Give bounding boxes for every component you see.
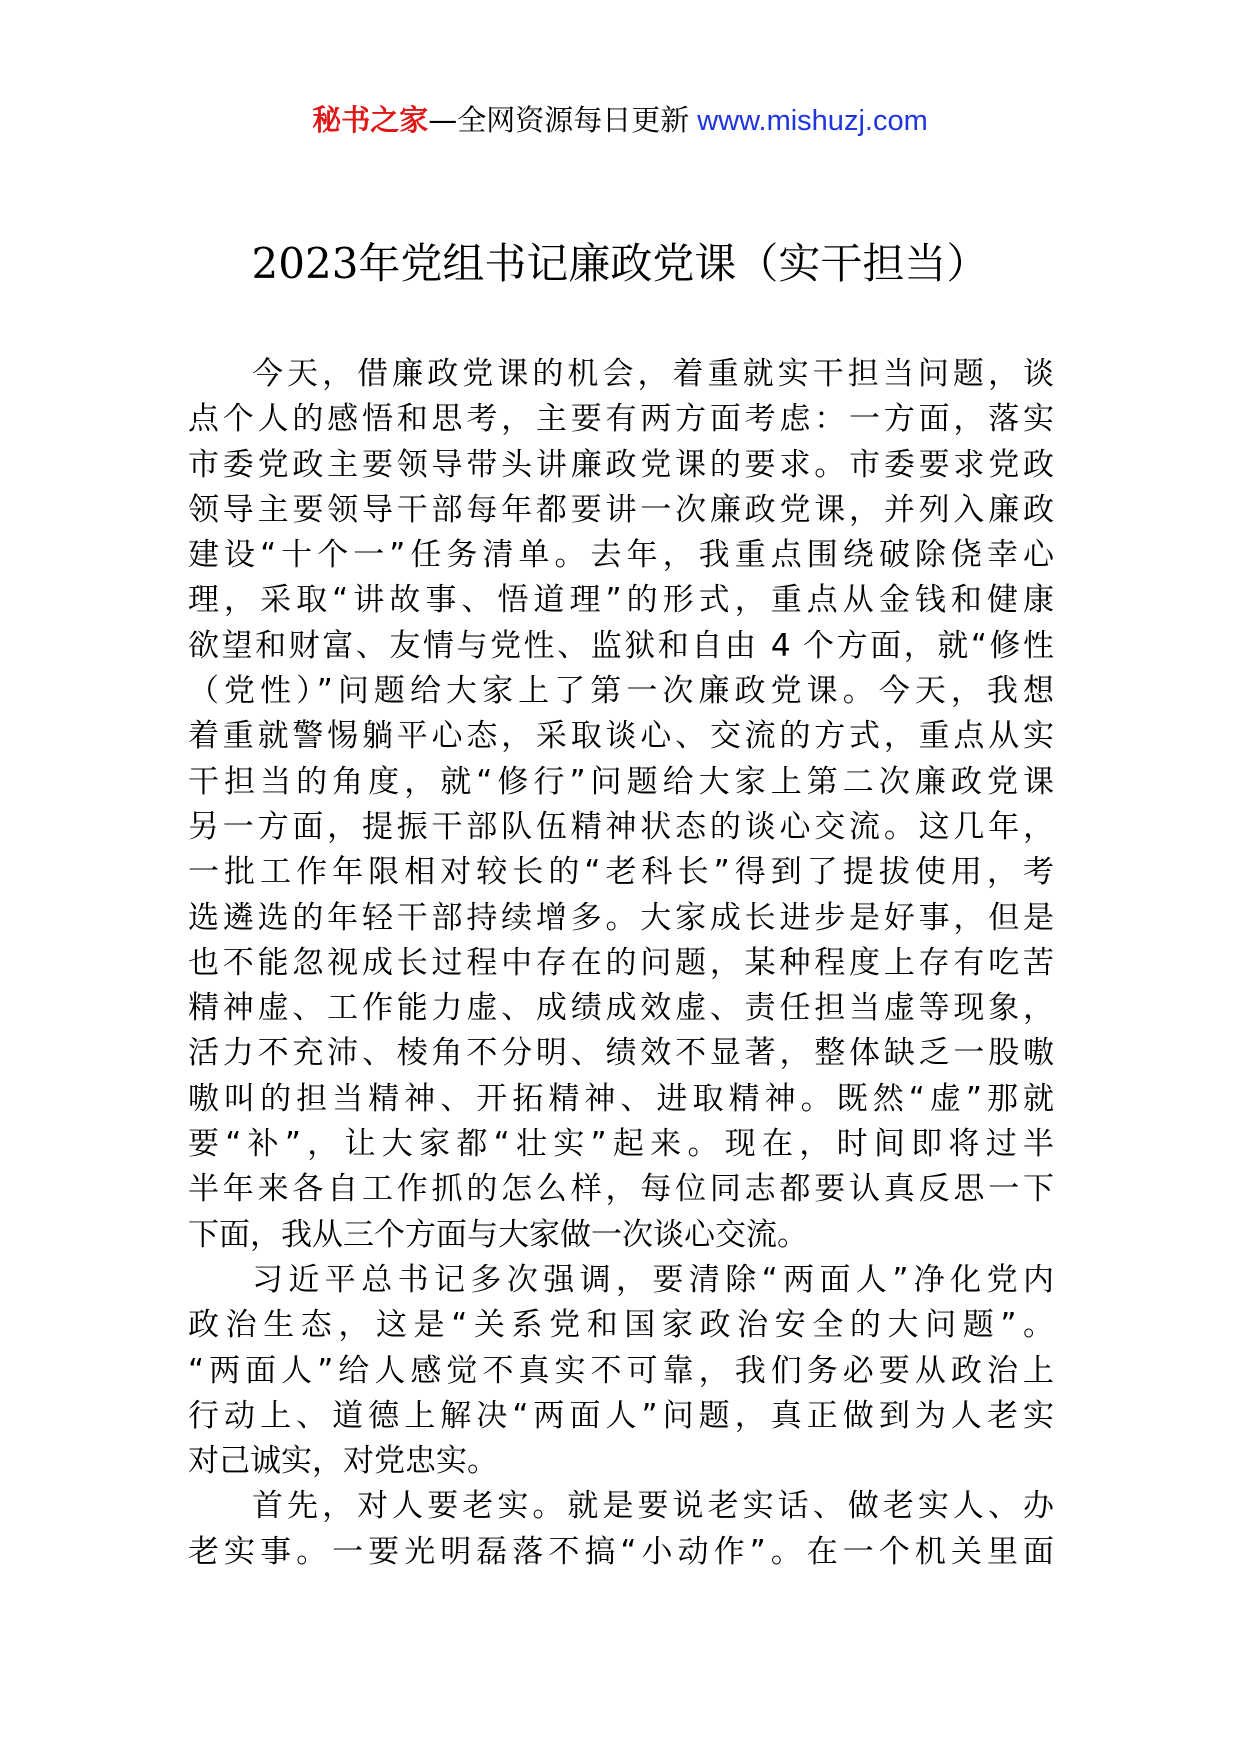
document-title: 2023年党组书记廉政党课（实干担当） bbox=[251, 239, 989, 288]
text-line: （党性）”问题给大家上了第一次廉政党课。今天，我想 bbox=[188, 673, 1054, 710]
text-line: 嗷叫的担当精神、开拓精神、进取精神。既然“虚”那就 bbox=[188, 1080, 1054, 1117]
text-line: 政治生态，这是“关系党和国家政治安全的大问题”。 bbox=[188, 1307, 1054, 1344]
paragraph-3 bbox=[188, 1484, 1054, 1575]
paragraph-2 bbox=[188, 1258, 1054, 1484]
text-line: 精神虚、工作能力虚、成绩成效虚、责任担当虚等现象， bbox=[188, 990, 1054, 1027]
text-line: 选遴选的年轻干部持续增多。大家成长进步是好事，但是 bbox=[188, 899, 1054, 936]
text-line: 市委党政主要领导带头讲廉政党课的要求。市委要求党政 bbox=[188, 446, 1054, 483]
text-line: 习近平总书记多次强调，要清除“两面人”净化党内 bbox=[252, 1261, 1054, 1298]
text-line: 建设“十个一”任务清单。去年，我重点围绕破除侥幸心 bbox=[188, 537, 1054, 574]
text-line: 今天，借廉政党课的机会，着重就实干担当问题，谈 bbox=[252, 356, 1054, 392]
text-line: “两面人”给人感觉不真实不可靠，我们务必要从政治上 bbox=[188, 1352, 1054, 1389]
header-slogan: —全网资源每日更新 bbox=[428, 103, 690, 137]
paragraph-1 bbox=[188, 352, 1054, 1258]
text-line: 首先，对人要老实。就是要说老实话、做老实人、办 bbox=[252, 1488, 1054, 1525]
text-line: 另一方面，提振干部队伍精神状态的谈心交流。这几年， bbox=[188, 808, 1054, 845]
text-line: 对己诚实，对党忠实。 bbox=[188, 1443, 498, 1480]
text-line: 着重就警惕躺平心态，采取谈心、交流的方式，重点从实 bbox=[188, 718, 1054, 755]
text-line: 干担当的角度，就“修行”问题给大家上第二次廉政党课 bbox=[188, 763, 1054, 800]
site-url-link[interactable]: www.mishuzj.com bbox=[697, 105, 928, 137]
text-line: 理，采取“讲故事、悟道理”的形式，重点从金钱和健康 bbox=[188, 582, 1054, 619]
text-line: 要“补”，让大家都“壮实”起来。现在，时间即将过半 bbox=[188, 1126, 1054, 1163]
brand-name: 秘书之家 bbox=[312, 103, 429, 137]
site-header bbox=[0, 100, 1240, 141]
text-line: 一批工作年限相对较长的“老科长”得到了提拔使用，考 bbox=[188, 854, 1054, 891]
text-line: 领导主要领导干部每年都要讲一次廉政党课，并列入廉政 bbox=[188, 491, 1054, 528]
text-line: 老实事。一要光明磊落不搞“小动作”。在一个机关里面 bbox=[188, 1533, 1054, 1570]
text-line: 欲望和财富、友情与党性、监狱和自由 4 个方面，就“修性 bbox=[188, 627, 1054, 664]
text-line: 下面，我从三个方面与大家做一次谈心交流。 bbox=[188, 1216, 808, 1253]
text-line: 活力不充沛、棱角不分明、绩效不显著，整体缺乏一股嗷 bbox=[188, 1035, 1054, 1072]
text-line: 点个人的感悟和思考，主要有两方面考虑：一方面，落实 bbox=[188, 401, 1054, 438]
text-line: 也不能忽视成长过程中存在的问题，某种程度上存有吃苦 bbox=[188, 944, 1054, 981]
text-line: 半年来各自工作抓的怎么样，每位同志都要认真反思一下 bbox=[188, 1171, 1054, 1208]
text-line: 行动上、道德上解决“两面人”问题，真正做到为人老实 bbox=[188, 1397, 1054, 1434]
document-body bbox=[188, 352, 1054, 1575]
